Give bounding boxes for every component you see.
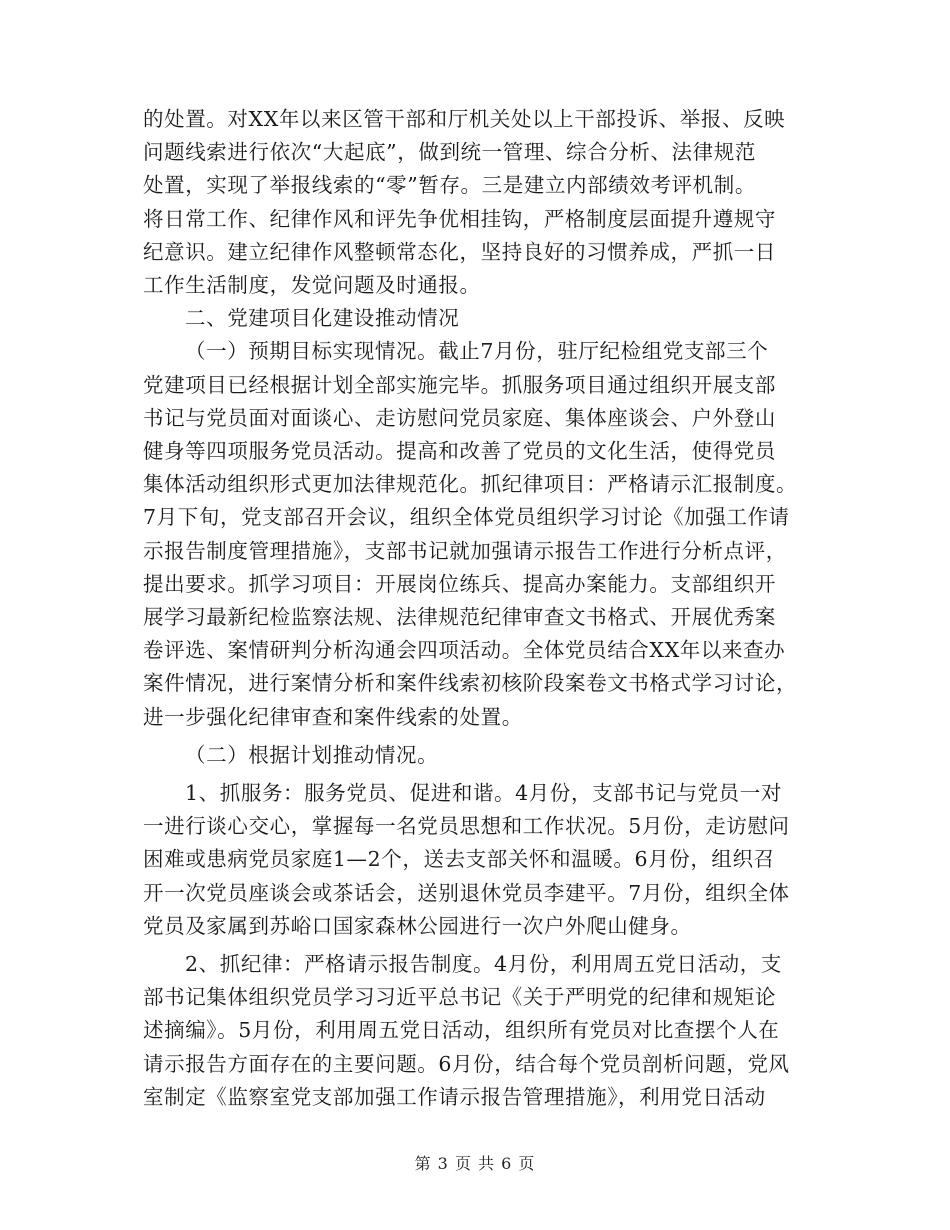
text-line: 书记与党员面对面谈心、走访慰问党员家庭、集体座谈会、户外登山	[143, 405, 776, 430]
text-line: 党员及家属到苏峪口国家森林公园进行一次户外爬山健身。	[143, 913, 692, 938]
text-line: 集体活动组织形式更加法律规范化。抓纪律项目：严格请示汇报制度。	[143, 472, 798, 497]
text-line: 展学习最新纪检监察法规、法律规范纪律审查文书格式、开展优秀案	[143, 605, 776, 630]
text-line: 部书记集体组织党员学习习近平总书记《关于严明党的纪律和规矩论	[143, 985, 776, 1010]
text-line: 7月下旬，党支部召开会议，组织全体党员组织学习讨论《加强工作请	[143, 505, 790, 530]
page-number-footer: 第 3 页 共 6 页	[414, 1154, 536, 1173]
paragraph-discipline	[143, 948, 808, 1114]
text-line: 提出要求。抓学习项目：开展岗位练兵、提高办案能力。支部组织开	[143, 571, 776, 596]
text-line: 困难或患病党员家庭1—2个，送去支部关怀和温暖。6月份，组织召	[143, 847, 775, 872]
paragraph-expected-goals	[143, 335, 808, 733]
text-line: 1、抓服务：服务党员、促进和谐。4月份，支部书记与党员一对	[185, 781, 782, 806]
document-body	[143, 103, 808, 1114]
heading-line: 二、党建项目化建设推动情况	[185, 306, 460, 331]
heading-line: （二）根据计划推动情况。	[185, 742, 439, 767]
text-line: 纪意识。建立纪律作风整顿常态化，坚持良好的习惯养成，严抓一日	[143, 239, 776, 264]
text-line: 进一步强化纪律审查和案件线索的处置。	[143, 704, 523, 729]
text-line: 开一次党员座谈会或茶话会，送别退休党员李建平。7月份，组织全体	[143, 880, 790, 905]
text-line: 党建项目已经根据计划全部实施完毕。抓服务项目通过组织开展支部	[143, 372, 776, 397]
text-line: 室制定《监察室党支部加强工作请示报告管理措施》，利用党日活动	[143, 1084, 766, 1109]
text-line: 的处置。对XX年以来区管干部和厅机关处以上干部投诉、举报、反映	[143, 107, 786, 131]
text-line: 2、抓纪律：严格请示报告制度。4月份，利用周五党日活动，支	[185, 952, 782, 977]
text-line: 健身等四项服务党员活动。提高和改善了党员的文化生活，使得党员	[143, 439, 776, 464]
text-line: 述摘编》。5月份，利用周五党日活动，组织所有党员对比查摆个人在	[143, 1018, 780, 1043]
section-heading	[143, 302, 808, 335]
text-line: 将日常工作、纪律作风和评先争优相挂钩，严格制度层面提升遵规守	[143, 206, 776, 231]
text-line: （一）预期目标实现情况。截止7月份，驻厅纪检组党支部三个	[185, 339, 769, 364]
paragraph-service	[143, 777, 808, 943]
text-line: 请示报告方面存在的主要问题。6月份，结合每个党员剖析问题，党风	[143, 1051, 790, 1076]
subsection-heading	[143, 739, 808, 772]
paragraph-disposal	[143, 103, 808, 302]
text-line: 处置，实现了举报线索的“零”暂存。三是建立内部绩效考评机制。	[143, 173, 756, 198]
text-line: 问题线索进行依次“大起底”，做到统一管理、综合分析、法律规范	[143, 140, 756, 165]
text-line: 工作生活制度，发觉问题及时通报。	[143, 273, 481, 298]
text-line: 示报告制度管理措施》，支部书记就加强请示报告工作进行分析点评，	[143, 538, 787, 563]
text-line: 一进行谈心交心，掌握每一名党员思想和工作状况。5月份，走访慰问	[143, 814, 790, 839]
text-line: 卷评选、案情研判分析沟通会四项活动。全体党员结合XX年以来查办	[143, 638, 786, 663]
text-line: 案件情况，进行案情分析和案件线索初核阶段案卷文书格式学习讨论，	[143, 671, 798, 696]
